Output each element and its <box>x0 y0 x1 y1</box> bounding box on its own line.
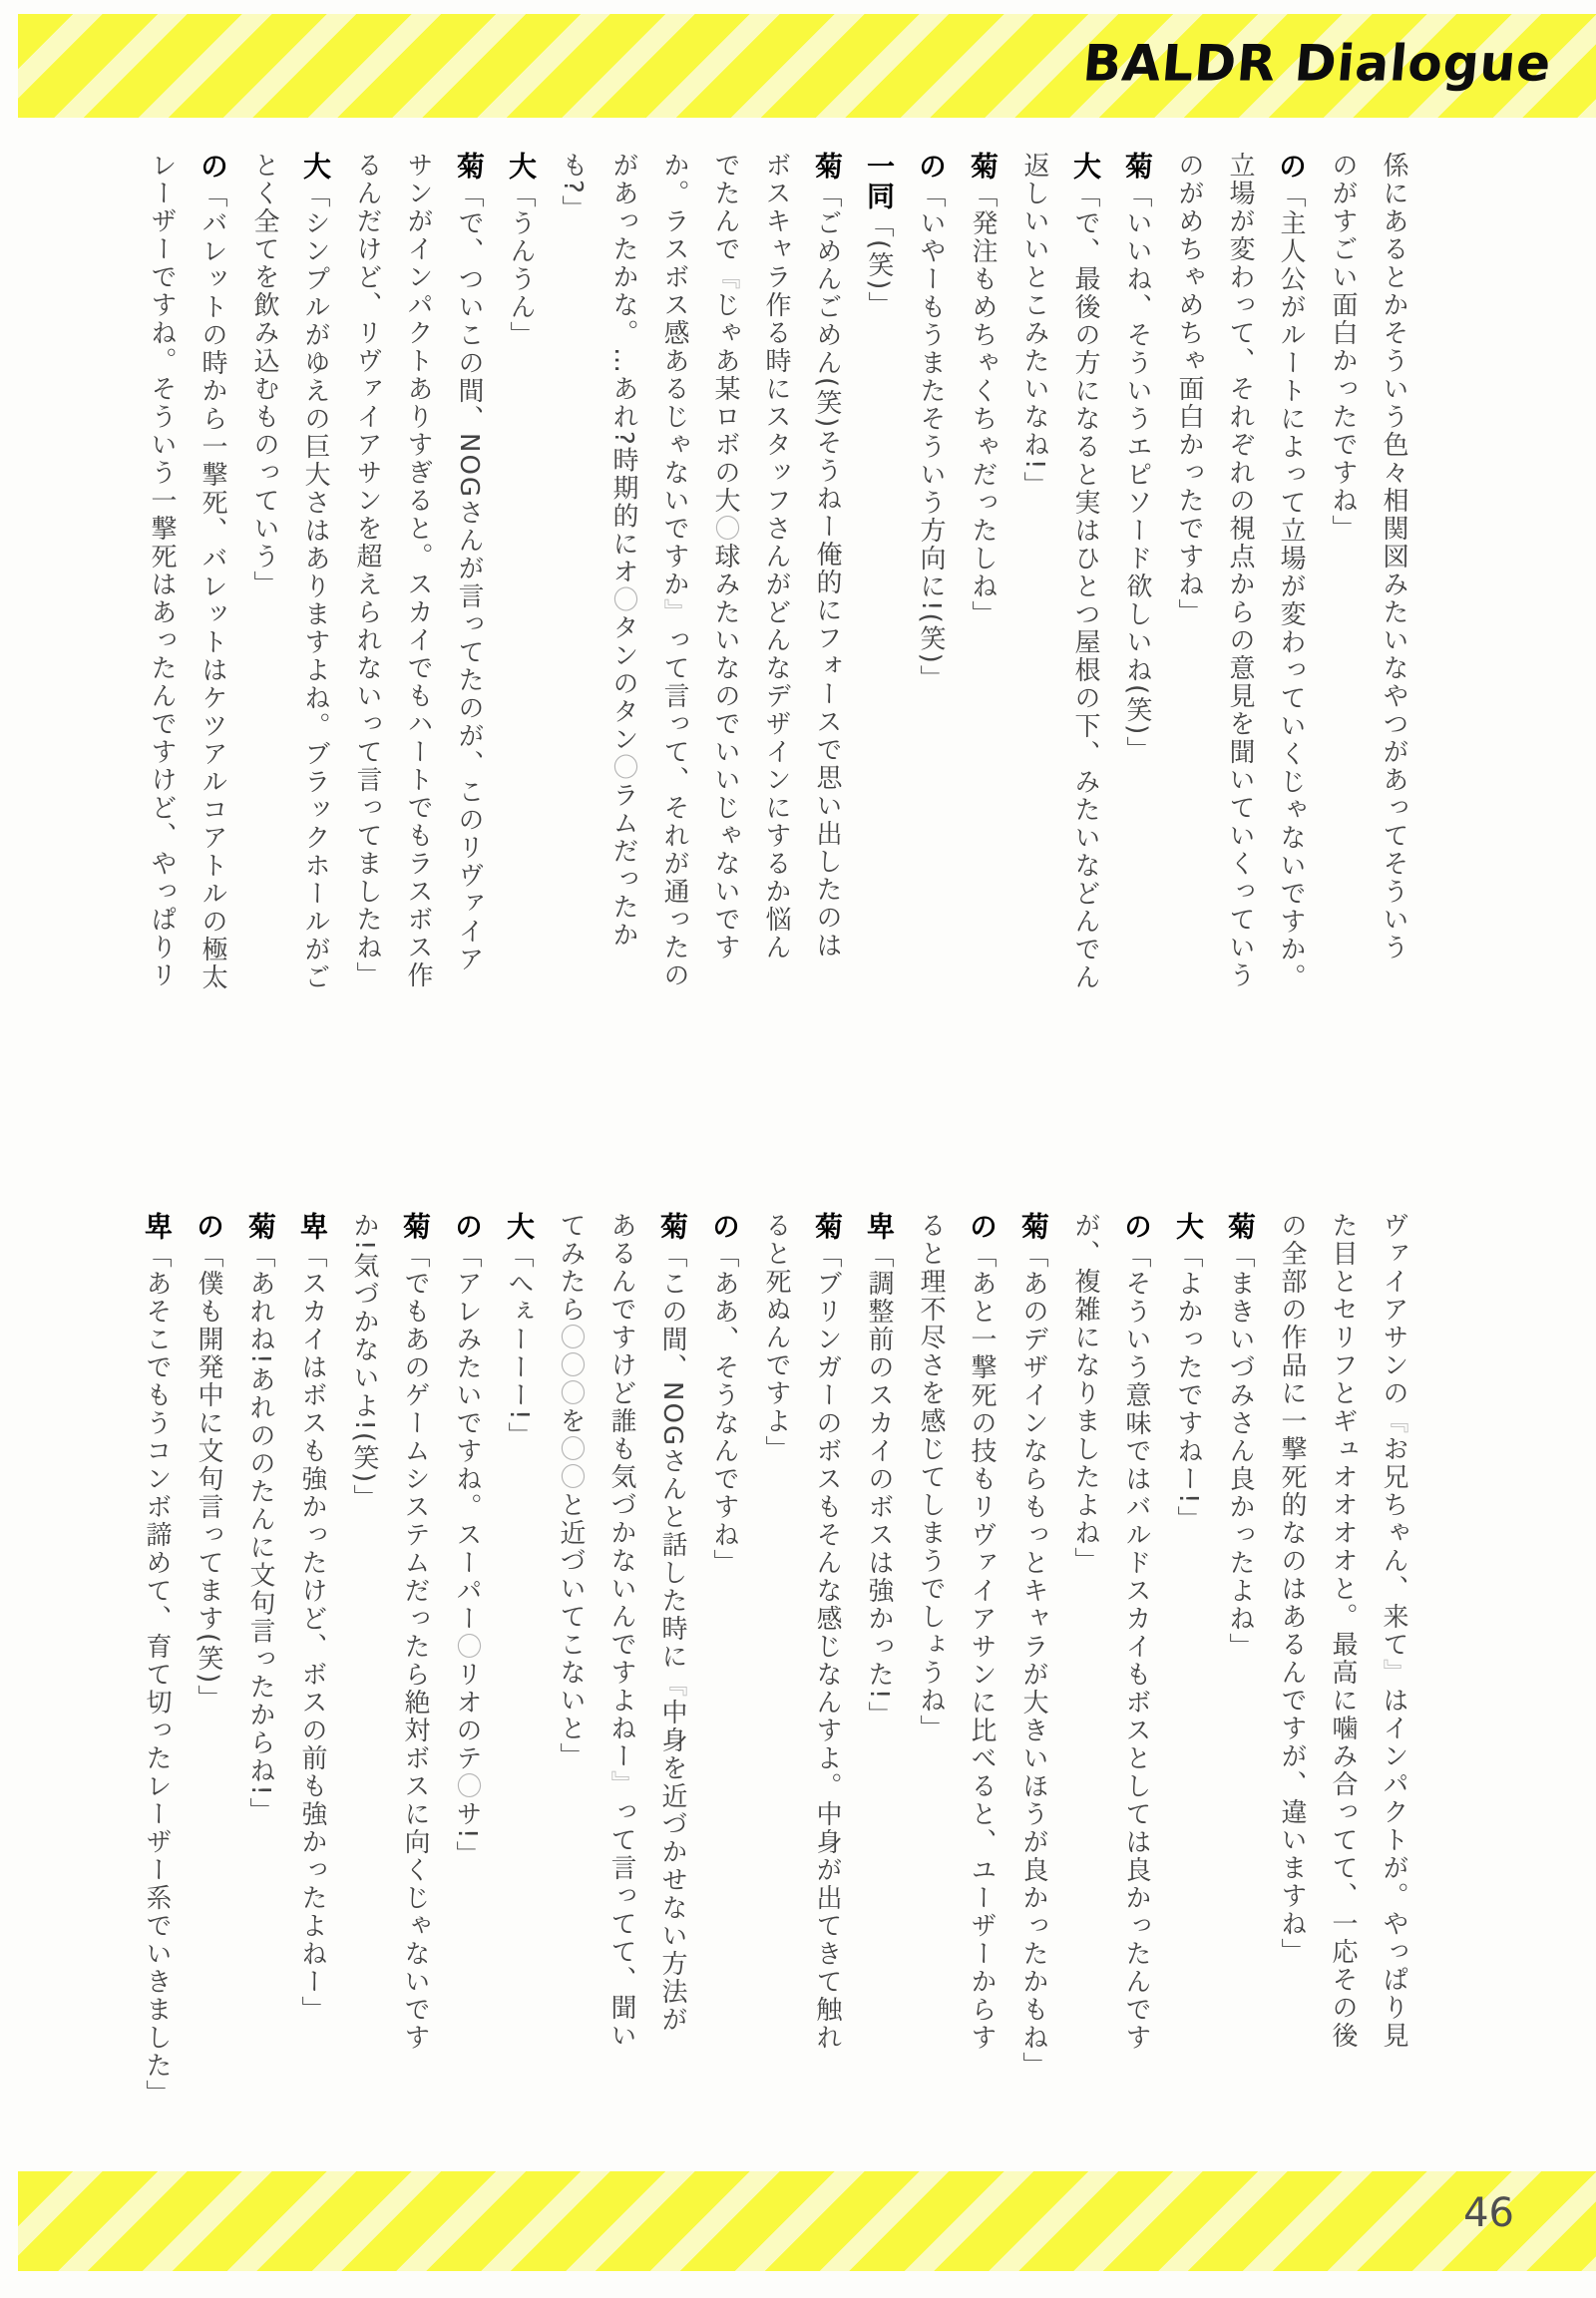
dialogue-column: の「そういう意味ではバルドスカイもボスとしては良かったんです <box>1120 1212 1153 2052</box>
speaker-label: 菊 <box>656 1212 689 1242</box>
speaker-label: 菊 <box>1224 1212 1257 1242</box>
dialogue-band-top <box>136 152 1418 1054</box>
dialogue-column: 菊「ごめんごめん(笑)そうねー俺的にフォースで思い出したのは <box>811 152 844 960</box>
dialogue-column: の全部の作品に一撃死的なのはあるんですが、違いますね」 <box>1277 1212 1307 1966</box>
speaker-label: の <box>708 1212 741 1242</box>
page-title: BALDR Dialogue <box>1080 34 1554 93</box>
censored-char: 〇 <box>608 585 638 614</box>
dialogue-column: の「僕も開発中に文句言ってます(笑)」 <box>193 1212 225 1714</box>
dialogue-column: 菊「まきいづみさん良かったよね」 <box>1224 1212 1257 1661</box>
speaker-label: 菊 <box>453 152 486 182</box>
dialogue-column: ると理不尽さを感じてしまうでしょうね」 <box>916 1212 946 1742</box>
dialogue-column: ると死ぬんですよ」 <box>761 1212 791 1463</box>
dialogue-column: た目とセリフとギュオオオオと。最高に噛み合ってて、一応その後 <box>1328 1212 1358 2050</box>
censored-char: 〇 <box>608 753 638 782</box>
dialogue-column: 立場が変わって、それぞれの視点からの意見を聞いていくっていう <box>1225 152 1255 989</box>
dialogue-column: の「主人公がルートによって立場が変わっていくじゃないですか。 <box>1275 152 1308 991</box>
dialogue-column: レーザーですね。そういう一撃死はあったんですけど、やっぱりリ <box>147 152 177 989</box>
speaker-label: の <box>193 1212 225 1242</box>
dialogue-column: 卑「スカイはボスも強かったけど、ボスの前も強かったよねー」 <box>296 1212 329 2024</box>
dialogue-column: の「バレットの時から一撃死、バレットはケツアルコアトルの極太 <box>197 152 229 991</box>
speaker-label: 卑 <box>296 1212 329 1242</box>
dialogue-column: も?」 <box>558 152 588 223</box>
dialogue-column: 係にあるとかそういう色々相関図みたいなやつがあってそういう <box>1379 152 1408 961</box>
dialogue-column: 菊「いいね、そういうエピソード欲しいね(笑)」 <box>1121 152 1154 765</box>
dialogue-column: 菊「ブリンガーのボスもそんな感じなんすよ。中身が出てきて触れ <box>811 1212 844 2052</box>
speaker-label: 菊 <box>811 152 844 182</box>
speaker-label: 大 <box>1069 152 1102 182</box>
censored-char: 『 <box>710 263 740 291</box>
dialogue-column: の「いやーもうまたそういう方向に!(笑)」 <box>915 152 948 693</box>
censored-char: 〇 <box>556 1324 586 1351</box>
speaker-label: の <box>1275 152 1308 182</box>
speaker-label: 菊 <box>811 1212 844 1242</box>
dialogue-column: か。ラスボス感あるじゃないですか』って言って、それが通ったの <box>659 152 689 989</box>
dialogue-column: 菊「この間、NOGさんと話した時に『中身を近づかせない方法が <box>656 1212 689 2035</box>
dialogue-column: 菊「で、ついこの間、NOGさんが言ってたのが、このリヴァイア <box>453 152 486 974</box>
dialogue-column: か!気づかないよ!(笑)」 <box>349 1212 379 1513</box>
dialogue-column: とく全てを飲み込むものっていう」 <box>249 152 279 598</box>
speaker-label: 菊 <box>399 1212 432 1242</box>
dialogue-column: でたんで『じゃあ某ロボの大〇球みたいなのでいいじゃないです <box>710 152 740 961</box>
speaker-label: の <box>197 152 229 182</box>
footer-stripe <box>18 2171 1596 2271</box>
speaker-label: の <box>451 1212 484 1242</box>
speaker-label: 菊 <box>967 152 999 182</box>
censored-char: 〇 <box>556 1463 586 1491</box>
dialogue-column: 大「シンプルがゆえの巨大さはありますよね。ブラックホールがご <box>299 152 332 991</box>
censored-char: 』 <box>606 1770 636 1798</box>
dialogue-column: 菊「でもあのゲームシステムだったら絶対ボスに向くじゃないです <box>399 1212 432 2052</box>
dialogue-column: てみたら〇〇〇を〇〇と近づいてこないと」 <box>556 1212 586 1770</box>
speaker-label: 一同 <box>863 152 896 211</box>
page-number: 46 <box>1463 2190 1514 2236</box>
speaker-label: 大 <box>299 152 332 182</box>
dialogue-column: の「あと一撃死の技もリヴァイアサンに比べると、ユーザーからす <box>966 1212 998 2052</box>
dialogue-column: 卑「調整前のスカイのボスは強かった!」 <box>863 1212 896 1729</box>
speaker-label: の <box>966 1212 998 1242</box>
censored-char: 〇 <box>452 1772 482 1800</box>
dialogue-column: 一同「(笑)」 <box>863 152 896 320</box>
speaker-label: 菊 <box>1121 152 1154 182</box>
speaker-label: 卑 <box>863 1212 896 1242</box>
speaker-label: の <box>1120 1212 1153 1242</box>
dialogue-column: るんだけど、リヴァイアサンを超えられないって言ってましたね」 <box>352 152 382 989</box>
speaker-label: 大 <box>1172 1212 1205 1242</box>
speaker-label: 大 <box>505 152 538 182</box>
dialogue-column: 大「うんうん」 <box>505 152 538 349</box>
censored-char: 』 <box>659 598 689 626</box>
censored-char: 〇 <box>556 1435 586 1463</box>
dialogue-column: があったかな。…あれ?時期的にオ〇タンのタン〇ラムだったか <box>608 152 638 950</box>
dialogue-column: ヴァイアサンの『お兄ちゃん、来て』はインパクトが。やっぱり見 <box>1379 1212 1408 2050</box>
dialogue-column: 菊「発注もめちゃくちゃだったしね」 <box>967 152 999 628</box>
speaker-label: 大 <box>503 1212 536 1242</box>
censored-char: 『 <box>657 1671 687 1700</box>
dialogue-column: のがめちゃめちゃ面白かったですね」 <box>1174 152 1204 626</box>
censored-char: 〇 <box>556 1351 586 1379</box>
speaker-label: 菊 <box>244 1212 277 1242</box>
dialogue-column: 菊「あれね!あれののたんに文句言ったからね!」 <box>244 1212 277 1825</box>
speaker-label: 菊 <box>1017 1212 1050 1242</box>
dialogue-column: の「アレみたいですね。スーパー〇リオのテ〇サ!」 <box>451 1212 484 1869</box>
header-stripe <box>18 14 1596 118</box>
censored-char: 〇 <box>710 515 740 543</box>
dialogue-column: サンがインパクトありすぎると。スカイでもハートでもラスボス作 <box>403 152 433 989</box>
speaker-label: 卑 <box>141 1212 174 1242</box>
censored-char: 』 <box>1379 1659 1408 1687</box>
dialogue-column: ボスキャラ作る時にスタッフさんがどんなデザインにするか悩ん <box>761 152 791 961</box>
dialogue-column: 返しいいとこみたいなね!」 <box>1019 152 1049 500</box>
dialogue-column: 大「で、最後の方になると実はひとつ屋根の下、みたいなどんでん <box>1069 152 1102 991</box>
censored-char: 〇 <box>452 1633 482 1661</box>
censored-char: 『 <box>1379 1407 1408 1435</box>
dialogue-column: 大「へぇーーー!」 <box>503 1212 536 1450</box>
dialogue-column: の「ああ、そうなんですね」 <box>708 1212 741 1577</box>
censored-char: 〇 <box>556 1379 586 1407</box>
dialogue-column: のがすごい面白かったですね」 <box>1328 152 1358 543</box>
dialogue-column: 大「よかったですねー!」 <box>1172 1212 1205 1534</box>
dialogue-column: 菊「あのデザインならもっとキャラが大きいほうが良かったかもね」 <box>1017 1212 1050 2080</box>
dialogue-column: が、複雑になりましたよね」 <box>1070 1212 1100 1575</box>
dialogue-band-bottom <box>136 1212 1418 2139</box>
speaker-label: の <box>915 152 948 182</box>
dialogue-column: あるんですけど誰も気づかないんですよねー』って言ってて、聞い <box>606 1212 636 2050</box>
dialogue-column: 卑「あそこでもうコンボ諦めて、育て切ったレーザー系でいきました」 <box>141 1212 174 2107</box>
